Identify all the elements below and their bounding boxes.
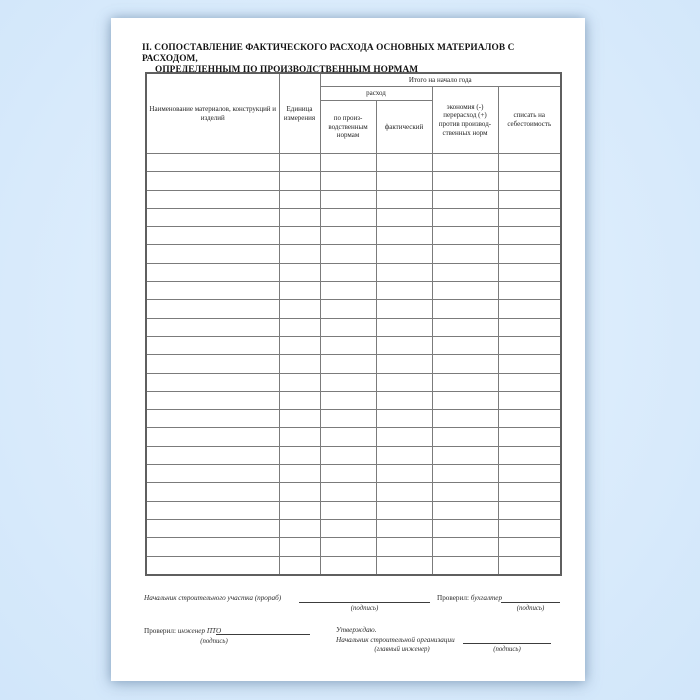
empty-cell [320, 428, 376, 446]
empty-cell [432, 208, 498, 226]
empty-cell [376, 172, 432, 190]
empty-cell [376, 483, 432, 501]
signature-line-accountant [501, 602, 560, 603]
empty-cell [279, 465, 320, 483]
empty-cell [376, 318, 432, 336]
empty-cell [498, 318, 561, 336]
empty-cell [279, 391, 320, 409]
empty-cell [432, 154, 498, 172]
pto-engineer-label: инженер ПТО [177, 627, 222, 635]
empty-cell [146, 190, 279, 208]
empty-cell [146, 410, 279, 428]
empty-cell [146, 519, 279, 537]
empty-cell [146, 336, 279, 354]
signature-label-accountant [437, 594, 502, 603]
table-row [146, 483, 561, 501]
signature-line-org-chief [463, 643, 551, 644]
empty-cell [146, 556, 279, 575]
empty-cell [279, 172, 320, 190]
empty-cell [498, 300, 561, 318]
empty-cell [320, 391, 376, 409]
empty-cell [320, 300, 376, 318]
table-row [146, 282, 561, 300]
empty-cell [376, 410, 432, 428]
empty-cell [146, 208, 279, 226]
empty-cell [320, 227, 376, 245]
empty-cell [146, 538, 279, 556]
empty-cell [320, 465, 376, 483]
empty-cell [432, 318, 498, 336]
empty-cell [279, 428, 320, 446]
empty-cell [320, 172, 376, 190]
table-row [146, 245, 561, 263]
table-row [146, 501, 561, 519]
empty-cell [376, 465, 432, 483]
empty-cell [146, 373, 279, 391]
empty-cell [376, 245, 432, 263]
signature-caption-pto-engineer: (подпись) [200, 638, 228, 645]
empty-cell [498, 373, 561, 391]
empty-cell [320, 410, 376, 428]
empty-cell [146, 428, 279, 446]
empty-cell [320, 263, 376, 281]
accountant-name-label: бухгалтер [470, 594, 503, 602]
empty-cell [376, 282, 432, 300]
document-page [111, 18, 585, 681]
signature-caption-accountant: (подпись) [516, 605, 545, 612]
empty-cell [146, 172, 279, 190]
empty-cell [320, 483, 376, 501]
empty-cell [279, 501, 320, 519]
empty-cell [146, 446, 279, 464]
col-header-actual: фактический [376, 101, 432, 154]
empty-cell [279, 154, 320, 172]
empty-cell [498, 208, 561, 226]
empty-cell [498, 245, 561, 263]
table-row [146, 410, 561, 428]
empty-cell [146, 318, 279, 336]
table-row [146, 465, 561, 483]
empty-cell [498, 355, 561, 373]
empty-cell [146, 300, 279, 318]
empty-cell [376, 336, 432, 354]
table-row [146, 300, 561, 318]
table-row [146, 428, 561, 446]
table-row [146, 519, 561, 537]
empty-cell [432, 190, 498, 208]
empty-cell [279, 446, 320, 464]
empty-cell [376, 208, 432, 226]
materials-table-body [146, 154, 561, 575]
empty-cell [432, 391, 498, 409]
materials-table-header [146, 73, 561, 154]
empty-cell [279, 519, 320, 537]
empty-cell [376, 355, 432, 373]
empty-cell [376, 501, 432, 519]
empty-cell [376, 263, 432, 281]
empty-cell [432, 428, 498, 446]
empty-cell [279, 355, 320, 373]
empty-cell [376, 373, 432, 391]
empty-cell [279, 556, 320, 575]
table-row [146, 172, 561, 190]
table-row [146, 263, 561, 281]
empty-cell [279, 538, 320, 556]
empty-cell [376, 519, 432, 537]
col-header-name: Наименование материалов, конструкций и изделий [146, 73, 279, 154]
checked-by-prefix: Проверил: [437, 594, 469, 602]
empty-cell [498, 263, 561, 281]
empty-cell [320, 446, 376, 464]
empty-cell [320, 501, 376, 519]
empty-cell [498, 519, 561, 537]
empty-cell [279, 318, 320, 336]
empty-cell [146, 154, 279, 172]
empty-cell [432, 538, 498, 556]
empty-cell [320, 154, 376, 172]
empty-cell [320, 318, 376, 336]
empty-cell [320, 282, 376, 300]
empty-cell [432, 263, 498, 281]
col-header-unit: Единица измерения [279, 73, 320, 154]
empty-cell [279, 483, 320, 501]
signature-line-pto-engineer [216, 634, 310, 635]
empty-cell [146, 282, 279, 300]
empty-cell [320, 190, 376, 208]
empty-cell [320, 556, 376, 575]
empty-cell [432, 410, 498, 428]
empty-cell [498, 501, 561, 519]
empty-cell [498, 391, 561, 409]
empty-cell [432, 373, 498, 391]
header-row-1 [146, 73, 561, 87]
table-row [146, 538, 561, 556]
empty-cell [432, 483, 498, 501]
empty-cell [432, 172, 498, 190]
table-row [146, 355, 561, 373]
empty-cell [498, 336, 561, 354]
empty-cell [432, 446, 498, 464]
col-header-economy: экономия (-) перерасход (+) против производ-ственных норм [432, 87, 498, 154]
empty-cell [146, 245, 279, 263]
empty-cell [279, 410, 320, 428]
empty-cell [146, 263, 279, 281]
col-header-writeoff: списать на себестоимость [498, 87, 561, 154]
empty-cell [498, 428, 561, 446]
empty-cell [376, 428, 432, 446]
table-row [146, 318, 561, 336]
empty-cell [279, 263, 320, 281]
empty-cell [320, 208, 376, 226]
empty-cell [279, 190, 320, 208]
signature-label-org-chief: Начальник строительной организации [336, 636, 455, 644]
empty-cell [320, 519, 376, 537]
empty-cell [432, 465, 498, 483]
empty-cell [279, 300, 320, 318]
table-row [146, 227, 561, 245]
table-row [146, 446, 561, 464]
empty-cell [498, 190, 561, 208]
empty-cell [146, 483, 279, 501]
empty-cell [498, 227, 561, 245]
title-line-2: ОПРЕДЕЛЕННЫМ ПО ПРОИЗВОДСТВЕННЫМ НОРМАМ [155, 65, 419, 75]
empty-cell [432, 355, 498, 373]
empty-cell [432, 245, 498, 263]
empty-cell [432, 556, 498, 575]
empty-cell [432, 336, 498, 354]
empty-cell [279, 208, 320, 226]
col-header-by-norms: по произ-водственным нормам [320, 101, 376, 154]
empty-cell [432, 227, 498, 245]
empty-cell [146, 501, 279, 519]
empty-cell [320, 373, 376, 391]
col-header-expense-group: расход [320, 87, 432, 101]
empty-cell [146, 355, 279, 373]
empty-cell [146, 391, 279, 409]
table-row [146, 373, 561, 391]
empty-cell [320, 538, 376, 556]
empty-cell [498, 154, 561, 172]
empty-cell [376, 538, 432, 556]
empty-cell [279, 336, 320, 354]
empty-cell [498, 446, 561, 464]
col-header-total-group: Итого на начало года [320, 73, 561, 87]
empty-cell [432, 519, 498, 537]
empty-cell [376, 446, 432, 464]
empty-cell [279, 245, 320, 263]
empty-cell [498, 538, 561, 556]
materials-table [145, 72, 562, 576]
empty-cell [279, 227, 320, 245]
title-line-1: II. СОПОСТАВЛЕНИЕ ФАКТИЧЕСКОГО РАСХОДА ОСНОВНЫХ МАТЕРИАЛОВ С РАСХОДОМ, [142, 43, 515, 64]
empty-cell [146, 465, 279, 483]
signature-caption-site-chief: (подпись) [350, 605, 379, 612]
table-row [146, 391, 561, 409]
signature-line-site-chief [299, 602, 430, 603]
empty-cell [376, 190, 432, 208]
empty-cell [320, 355, 376, 373]
empty-cell [279, 282, 320, 300]
empty-cell [498, 483, 561, 501]
table-row [146, 556, 561, 575]
empty-cell [432, 282, 498, 300]
empty-cell [432, 300, 498, 318]
table-row [146, 190, 561, 208]
empty-cell [320, 245, 376, 263]
table-row [146, 208, 561, 226]
table-row [146, 154, 561, 172]
empty-cell [279, 373, 320, 391]
empty-cell [376, 391, 432, 409]
signature-label-site-chief: Начальник строительного участка (прораб) [144, 594, 282, 602]
table-row [146, 336, 561, 354]
empty-cell [320, 336, 376, 354]
signature-label-pto-engineer [144, 627, 221, 636]
checked-by-prefix-2: Проверил: [144, 627, 176, 635]
empty-cell [498, 282, 561, 300]
empty-cell [376, 227, 432, 245]
empty-cell [376, 154, 432, 172]
approve-label: Утверждаю. [336, 626, 377, 634]
empty-cell [498, 172, 561, 190]
empty-cell [376, 556, 432, 575]
empty-cell [376, 300, 432, 318]
empty-cell [432, 501, 498, 519]
empty-cell [498, 465, 561, 483]
empty-cell [146, 227, 279, 245]
signature-caption-org-chief: (подпись) [493, 646, 521, 653]
signature-caption-chief-engineer: (главный инженер) [374, 646, 430, 653]
empty-cell [498, 556, 561, 575]
empty-cell [498, 410, 561, 428]
